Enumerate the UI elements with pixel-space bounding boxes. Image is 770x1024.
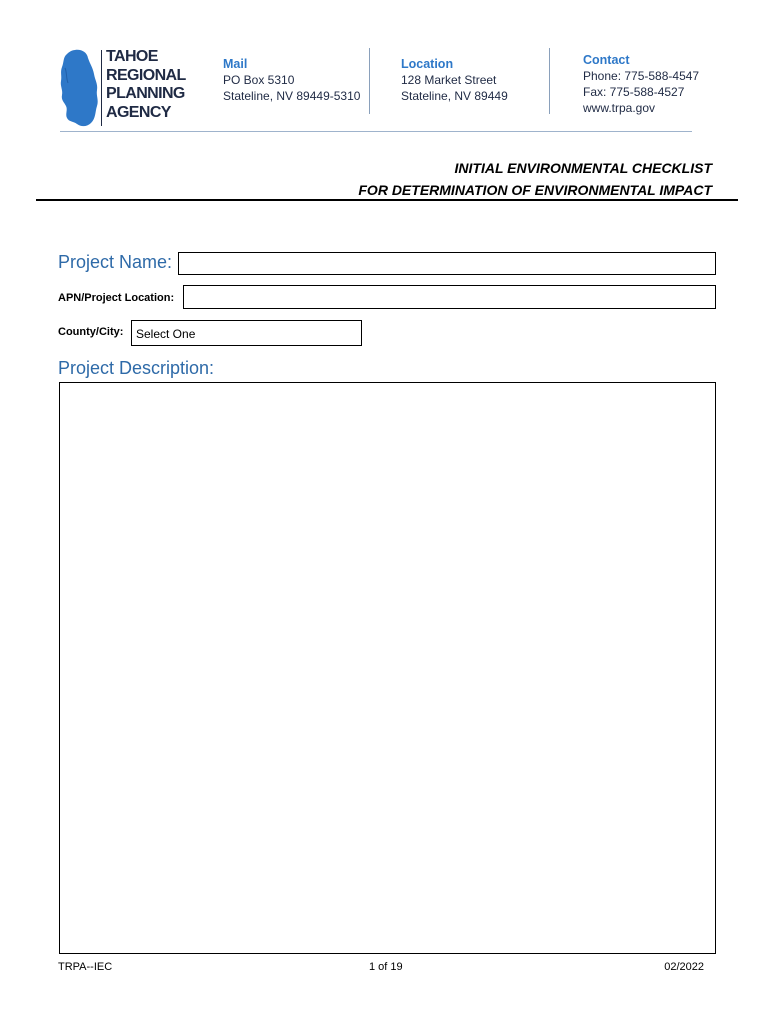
apn-field[interactable] — [183, 285, 716, 309]
contact-phone: Phone: 775-588-4547 — [583, 69, 700, 83]
agency-name-line: TAHOE — [106, 48, 158, 65]
county-city-label: County/City: — [58, 326, 124, 338]
header-rule — [60, 131, 692, 132]
location-heading: Location — [401, 57, 454, 71]
contact-website: www.trpa.gov — [583, 101, 656, 115]
project-description-field[interactable] — [59, 382, 716, 954]
header-separator — [549, 48, 550, 114]
location-line: 128 Market Street — [401, 73, 497, 87]
title-line: FOR DETERMINATION OF ENVIRONMENTAL IMPACT — [358, 182, 712, 198]
apn-label: APN/Project Location: — [58, 292, 175, 304]
title-line: INITIAL ENVIRONMENTAL CHECKLIST — [454, 160, 712, 176]
agency-name-line: AGENCY — [106, 103, 171, 121]
project-description-label: Project Description: — [58, 358, 215, 378]
contact-info — [583, 52, 699, 116]
mail-info — [223, 56, 360, 104]
mail-line: PO Box 5310 — [223, 73, 295, 87]
contact-heading: Contact — [583, 53, 630, 67]
project-name-field[interactable] — [178, 252, 716, 275]
agency-name — [106, 48, 186, 122]
location-info — [401, 56, 508, 104]
agency-name-line: PLANNING — [106, 85, 185, 102]
header-separator — [369, 48, 370, 114]
contact-fax: Fax: 775-588-4527 — [583, 85, 685, 99]
location-line: Stateline, NV 89449 — [401, 89, 508, 103]
lake-tahoe-icon — [57, 48, 101, 128]
project-name-label: Project Name: — [58, 252, 173, 272]
county-city-select[interactable]: Select One — [131, 320, 362, 346]
footer-page-number: 1 of 19 — [369, 961, 403, 973]
document-title — [358, 157, 712, 201]
agency-name-line: REGIONAL — [106, 66, 186, 84]
mail-line: Stateline, NV 89449-5310 — [223, 89, 361, 103]
logo-divider — [101, 50, 102, 126]
footer-revision-date: 02/2022 — [664, 961, 704, 973]
footer-form-id: TRPA--IEC — [58, 961, 113, 973]
mail-heading: Mail — [223, 57, 248, 71]
title-rule — [36, 199, 738, 201]
